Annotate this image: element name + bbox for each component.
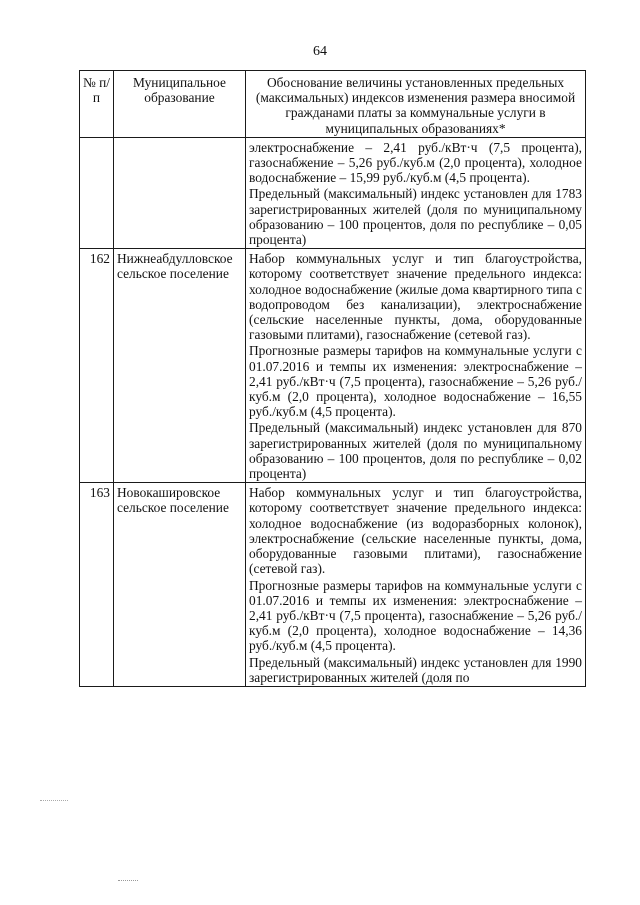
scan-artifact <box>40 800 68 802</box>
index-justification-table <box>79 70 586 687</box>
header-municipality: Муниципальное образование <box>114 71 246 138</box>
header-justification: Обоснование величины установленных предельных (максимальных) индексов изменения размера вносимой гражданами платы за коммунальные услуги в муниципальных образованиях* <box>246 71 586 138</box>
row-municipality <box>114 137 246 248</box>
justification-paragraph: Предельный (максимальный) индекс установлен для 870 зарегистрированных жителей (доля по муниципальному образованию – 100 процентов, доля по республике – 0,02 процента) <box>249 420 582 482</box>
row-number: 163 <box>80 483 114 687</box>
row-justification <box>246 249 586 483</box>
justification-paragraph: Набор коммунальных услуг и тип благоустройства, которому соответствует значение предельного индекса: холодное водоснабжение (из водоразборных колонок), электроснабжение (сельские населенные пункты, дома, оборудованные газовыми плитами), газоснабжение (сетевой газ). <box>249 485 582 577</box>
scan-artifact <box>118 880 138 882</box>
justification-paragraph: Прогнозные размеры тарифов на коммунальные услуги с 01.07.2016 и темпы их изменения: электроснабжение – 2,41 руб./кВт·ч (7,5 процента), газоснабжение – 5,26 руб./куб.м (2,0 процента), холодное водоснабжение – 16,55 руб./куб.м (4,5 процента). <box>249 343 582 420</box>
table-row <box>80 249 586 483</box>
row-number: 162 <box>80 249 114 483</box>
row-number <box>80 137 114 248</box>
justification-paragraph: Предельный (максимальный) индекс установлен для 1990 зарегистрированных жителей (доля по <box>249 654 582 685</box>
justification-paragraph: Предельный (максимальный) индекс установлен для 1783 зарегистрированных жителей (доля по муниципальному образованию – 100 процентов, доля по республике – 0,05 процента) <box>249 186 582 248</box>
justification-paragraph: Прогнозные размеры тарифов на коммунальные услуги с 01.07.2016 и темпы их изменения: электроснабжение – 2,41 руб./кВт·ч (7,5 процента), газоснабжение – 5,26 руб./куб.м (2,0 процента), холодное водоснабжение – 14,36 руб./куб.м (4,5 процента). <box>249 577 582 654</box>
row-municipality: Нижнеабдулловское сельское поселение <box>114 249 246 483</box>
row-justification <box>246 483 586 687</box>
table-header-row <box>80 71 586 138</box>
row-justification <box>246 137 586 248</box>
header-number: № п/п <box>80 71 114 138</box>
table-row <box>80 137 586 248</box>
row-municipality: Новокашировское сельское поселение <box>114 483 246 687</box>
page-number: 64 <box>313 44 327 59</box>
justification-paragraph: электроснабжение – 2,41 руб./кВт·ч (7,5 процента), газоснабжение – 5,26 руб./куб.м (2,0 процента), холодное водоснабжение – 15,99 руб./куб.м (4,5 процента). <box>249 139 582 186</box>
table-row <box>80 483 586 687</box>
justification-paragraph: Набор коммунальных услуг и тип благоустройства, которому соответствует значение предельного индекса: холодное водоснабжение (жилые дома квартирного типа с водопроводом без канализации), электроснабжение (сельские населенные пункты, дома, оборудованные газовыми плитами), газоснабжение (сетевой газ). <box>249 251 582 343</box>
